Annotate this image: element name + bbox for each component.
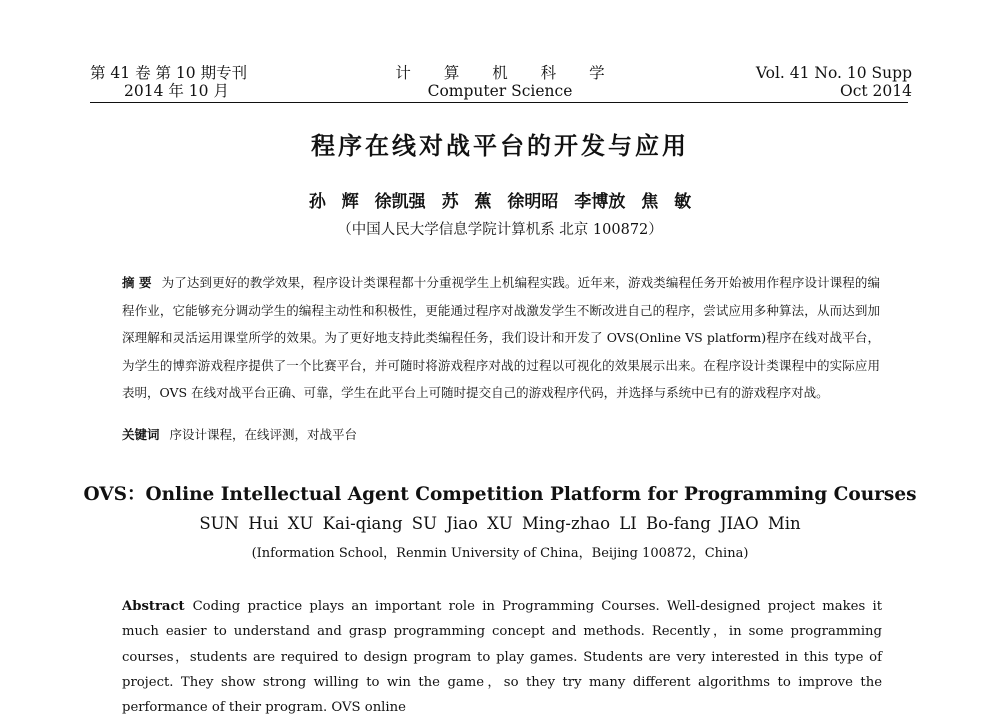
volume-cn: 第 41 卷 第 10 期专刊 <box>90 64 248 82</box>
header-divider <box>90 102 908 103</box>
abstract-cn-text: 为了达到更好的教学效果，程序设计类课程都十分重视学生上机编程实践。近年来，游戏类编程任务开始被用作程序设计课程的编程作业，它能够充分调动学生的编程主动性和积极性，更能通过程序对战激发学生不断改进自己的程序，尝试应用多种算法，从而达到加深理解和灵活运用课堂所学的效果。为了更好地支持此类编程任务，我们设计和开发了 OVS(Online VS platform)程序在线对战平台，为学生的博弈游戏程序提供了一个比赛平台，并可随时将游戏程序对战的过程以可视化的效果展示出来。在程序设计类课程中的实际应用表明，OVS 在线对战平台正确、可靠，学生在此平台上可随时提交自己的游戏程序代码，并选择与系统中已有的游戏程序对战。 <box>122 275 880 401</box>
paper-title-cn: 程序在线对战平台的开发与应用 <box>311 132 689 160</box>
journal-name-en: Computer Science <box>427 82 573 100</box>
keywords-cn-label: 关键词 <box>122 427 160 442</box>
header-issue-block <box>756 64 912 100</box>
affiliation-en: (Information School，Renmin University of China，Beijing 100872，China) <box>251 546 749 561</box>
volume-en: Vol. 41 No. 10 Supp <box>755 64 912 82</box>
paper-title-en: OVS：Online Intellectual Agent Competition Platform for Programming Courses <box>83 484 917 505</box>
abstract-en <box>122 594 882 720</box>
header-journal-block <box>380 64 620 100</box>
date-en: Oct 2014 <box>840 82 912 100</box>
journal-name-cn: 计 算 机 科 学 <box>395 64 619 82</box>
header-volume-block <box>90 64 247 100</box>
keywords-cn-text: 序设计课程，在线评测，对战平台 <box>169 427 358 442</box>
authors-cn: 孙 辉 徐凯强 苏 蕉 徐明昭 李博放 焦 敏 <box>308 192 692 212</box>
abstract-cn-label: 摘 要 <box>122 275 152 290</box>
keywords-cn <box>122 422 880 448</box>
abstract-cn <box>122 269 880 407</box>
abstract-en-label: Abstract <box>122 599 185 614</box>
affiliation-cn: （中国人民大学信息学院计算机系 北京 100872） <box>337 222 663 238</box>
date-cn: 2014 年 10 月 <box>124 82 229 100</box>
authors-en: SUN Hui XU Kai-qiang SU Jiao XU Ming-zhao LI Bo-fang JIAO Min <box>199 514 801 533</box>
abstract-en-text: Coding practice plays an important role in Programming Courses. Well-designed project makes it much easier to understand and grasp programming concept and methods. Recently，in some programming courses，students are required to design program to play games. Students are very interested in this type of project. They show strong willing to win the game，so they try many different algorithms to improve the performance of their program. OVS online <box>122 599 882 716</box>
